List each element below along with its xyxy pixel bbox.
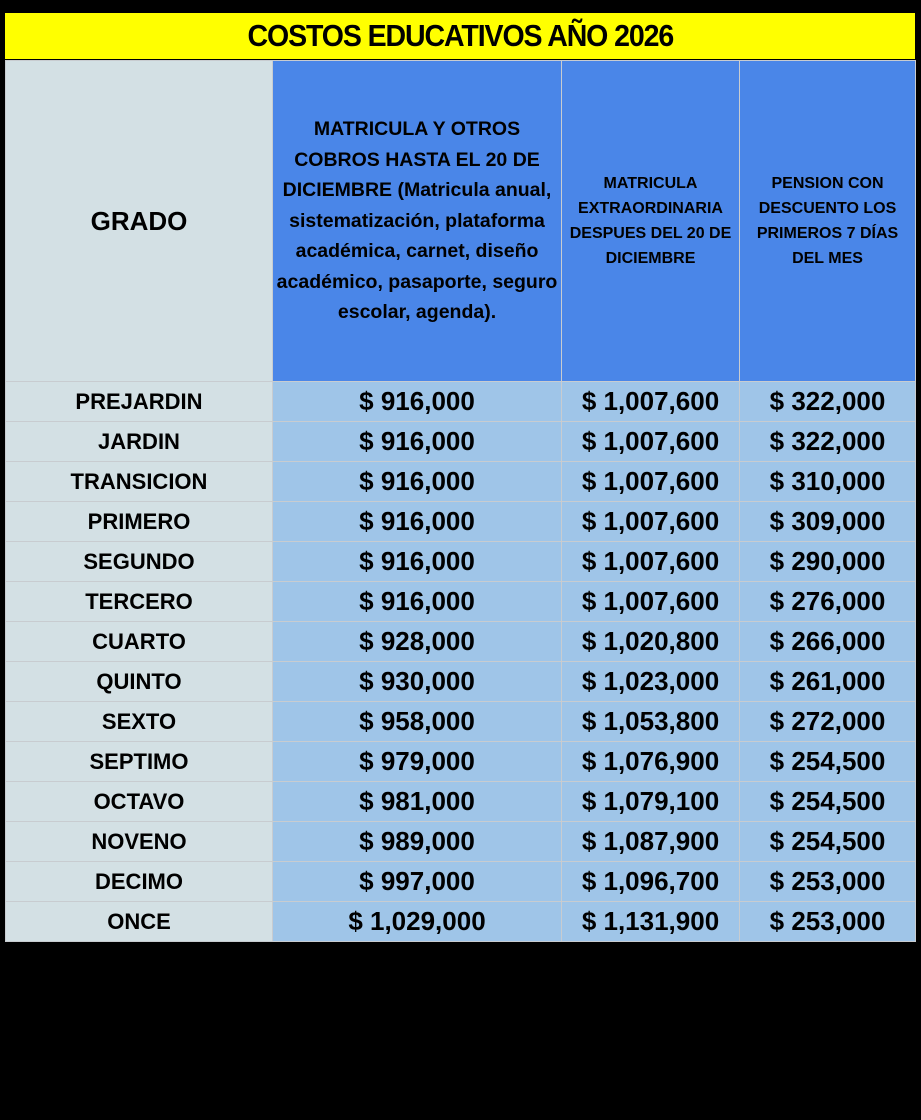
matricula-cell: $ 979,000 [273,742,562,782]
matricula-extraordinaria-cell: $ 1,079,100 [562,782,740,822]
pension-cell: $ 266,000 [740,622,916,662]
table-row [6,382,916,422]
matricula-extraordinaria-cell: $ 1,007,600 [562,502,740,542]
pension-cell: $ 253,000 [740,902,916,942]
header-matricula-extraordinaria: MATRICULA EXTRAORDINARIA DESPUES DEL 20 DE DICIEMBRE [562,61,740,382]
table-row [6,742,916,782]
pension-cell: $ 276,000 [740,582,916,622]
matricula-extraordinaria-cell: $ 1,007,600 [562,582,740,622]
grade-cell: SEGUNDO [6,542,273,582]
matricula-cell: $ 916,000 [273,502,562,542]
table-row [6,662,916,702]
grade-cell: QUINTO [6,662,273,702]
matricula-cell: $ 916,000 [273,422,562,462]
matricula-cell: $ 981,000 [273,782,562,822]
grade-cell: PREJARDIN [6,382,273,422]
pension-cell: $ 254,500 [740,742,916,782]
matricula-extraordinaria-cell: $ 1,087,900 [562,822,740,862]
grade-cell: CUARTO [6,622,273,662]
table-row [6,582,916,622]
header-matricula-ordinaria: MATRICULA Y OTROS COBROS HASTA EL 20 DE DICIEMBRE (Matricula anual, sistematización, plataforma académica, carnet, diseño académico, pasaporte, seguro escolar, agenda). [273,61,562,382]
header-pension-descuento: PENSION CON DESCUENTO LOS PRIMEROS 7 DÍAS DEL MES [740,61,916,382]
pension-cell: $ 272,000 [740,702,916,742]
matricula-extraordinaria-cell: $ 1,096,700 [562,862,740,902]
table-row [6,782,916,822]
grade-cell: TRANSICION [6,462,273,502]
table-row [6,902,916,942]
grade-cell: NOVENO [6,822,273,862]
matricula-cell: $ 916,000 [273,462,562,502]
pension-cell: $ 309,000 [740,502,916,542]
pension-cell: $ 254,500 [740,782,916,822]
matricula-cell: $ 997,000 [273,862,562,902]
header-grado: GRADO [6,61,273,382]
grade-cell: JARDIN [6,422,273,462]
pension-cell: $ 261,000 [740,662,916,702]
matricula-extraordinaria-cell: $ 1,007,600 [562,422,740,462]
matricula-cell: $ 958,000 [273,702,562,742]
matricula-extraordinaria-cell: $ 1,007,600 [562,462,740,502]
pension-cell: $ 322,000 [740,422,916,462]
empty-black-area [0,943,921,1120]
matricula-cell: $ 916,000 [273,542,562,582]
matricula-extraordinaria-cell: $ 1,053,800 [562,702,740,742]
matricula-extraordinaria-cell: $ 1,023,000 [562,662,740,702]
table-row [6,462,916,502]
matricula-extraordinaria-cell: $ 1,076,900 [562,742,740,782]
matricula-extraordinaria-cell: $ 1,007,600 [562,382,740,422]
pension-cell: $ 253,000 [740,862,916,902]
matricula-cell: $ 916,000 [273,382,562,422]
pension-cell: $ 310,000 [740,462,916,502]
table-row [6,862,916,902]
table-row [6,542,916,582]
table-row [6,822,916,862]
matricula-extraordinaria-cell: $ 1,020,800 [562,622,740,662]
grade-cell: SEPTIMO [6,742,273,782]
grade-cell: ONCE [6,902,273,942]
pension-cell: $ 290,000 [740,542,916,582]
grade-cell: DECIMO [6,862,273,902]
matricula-cell: $ 989,000 [273,822,562,862]
page-title: COSTOS EDUCATIVOS AÑO 2026 [247,18,673,53]
pension-cell: $ 322,000 [740,382,916,422]
grade-cell: PRIMERO [6,502,273,542]
grade-cell: TERCERO [6,582,273,622]
matricula-extraordinaria-cell: $ 1,131,900 [562,902,740,942]
pension-cell: $ 254,500 [740,822,916,862]
grade-cell: OCTAVO [6,782,273,822]
table-row [6,622,916,662]
matricula-cell: $ 928,000 [273,622,562,662]
matricula-cell: $ 930,000 [273,662,562,702]
matricula-extraordinaria-cell: $ 1,007,600 [562,542,740,582]
matricula-cell: $ 1,029,000 [273,902,562,942]
table-row [6,702,916,742]
matricula-cell: $ 916,000 [273,582,562,622]
table-row [6,422,916,462]
header-row [6,61,916,382]
costs-table [5,60,916,942]
table-row [6,502,916,542]
title-banner [5,13,915,59]
grade-cell: SEXTO [6,702,273,742]
